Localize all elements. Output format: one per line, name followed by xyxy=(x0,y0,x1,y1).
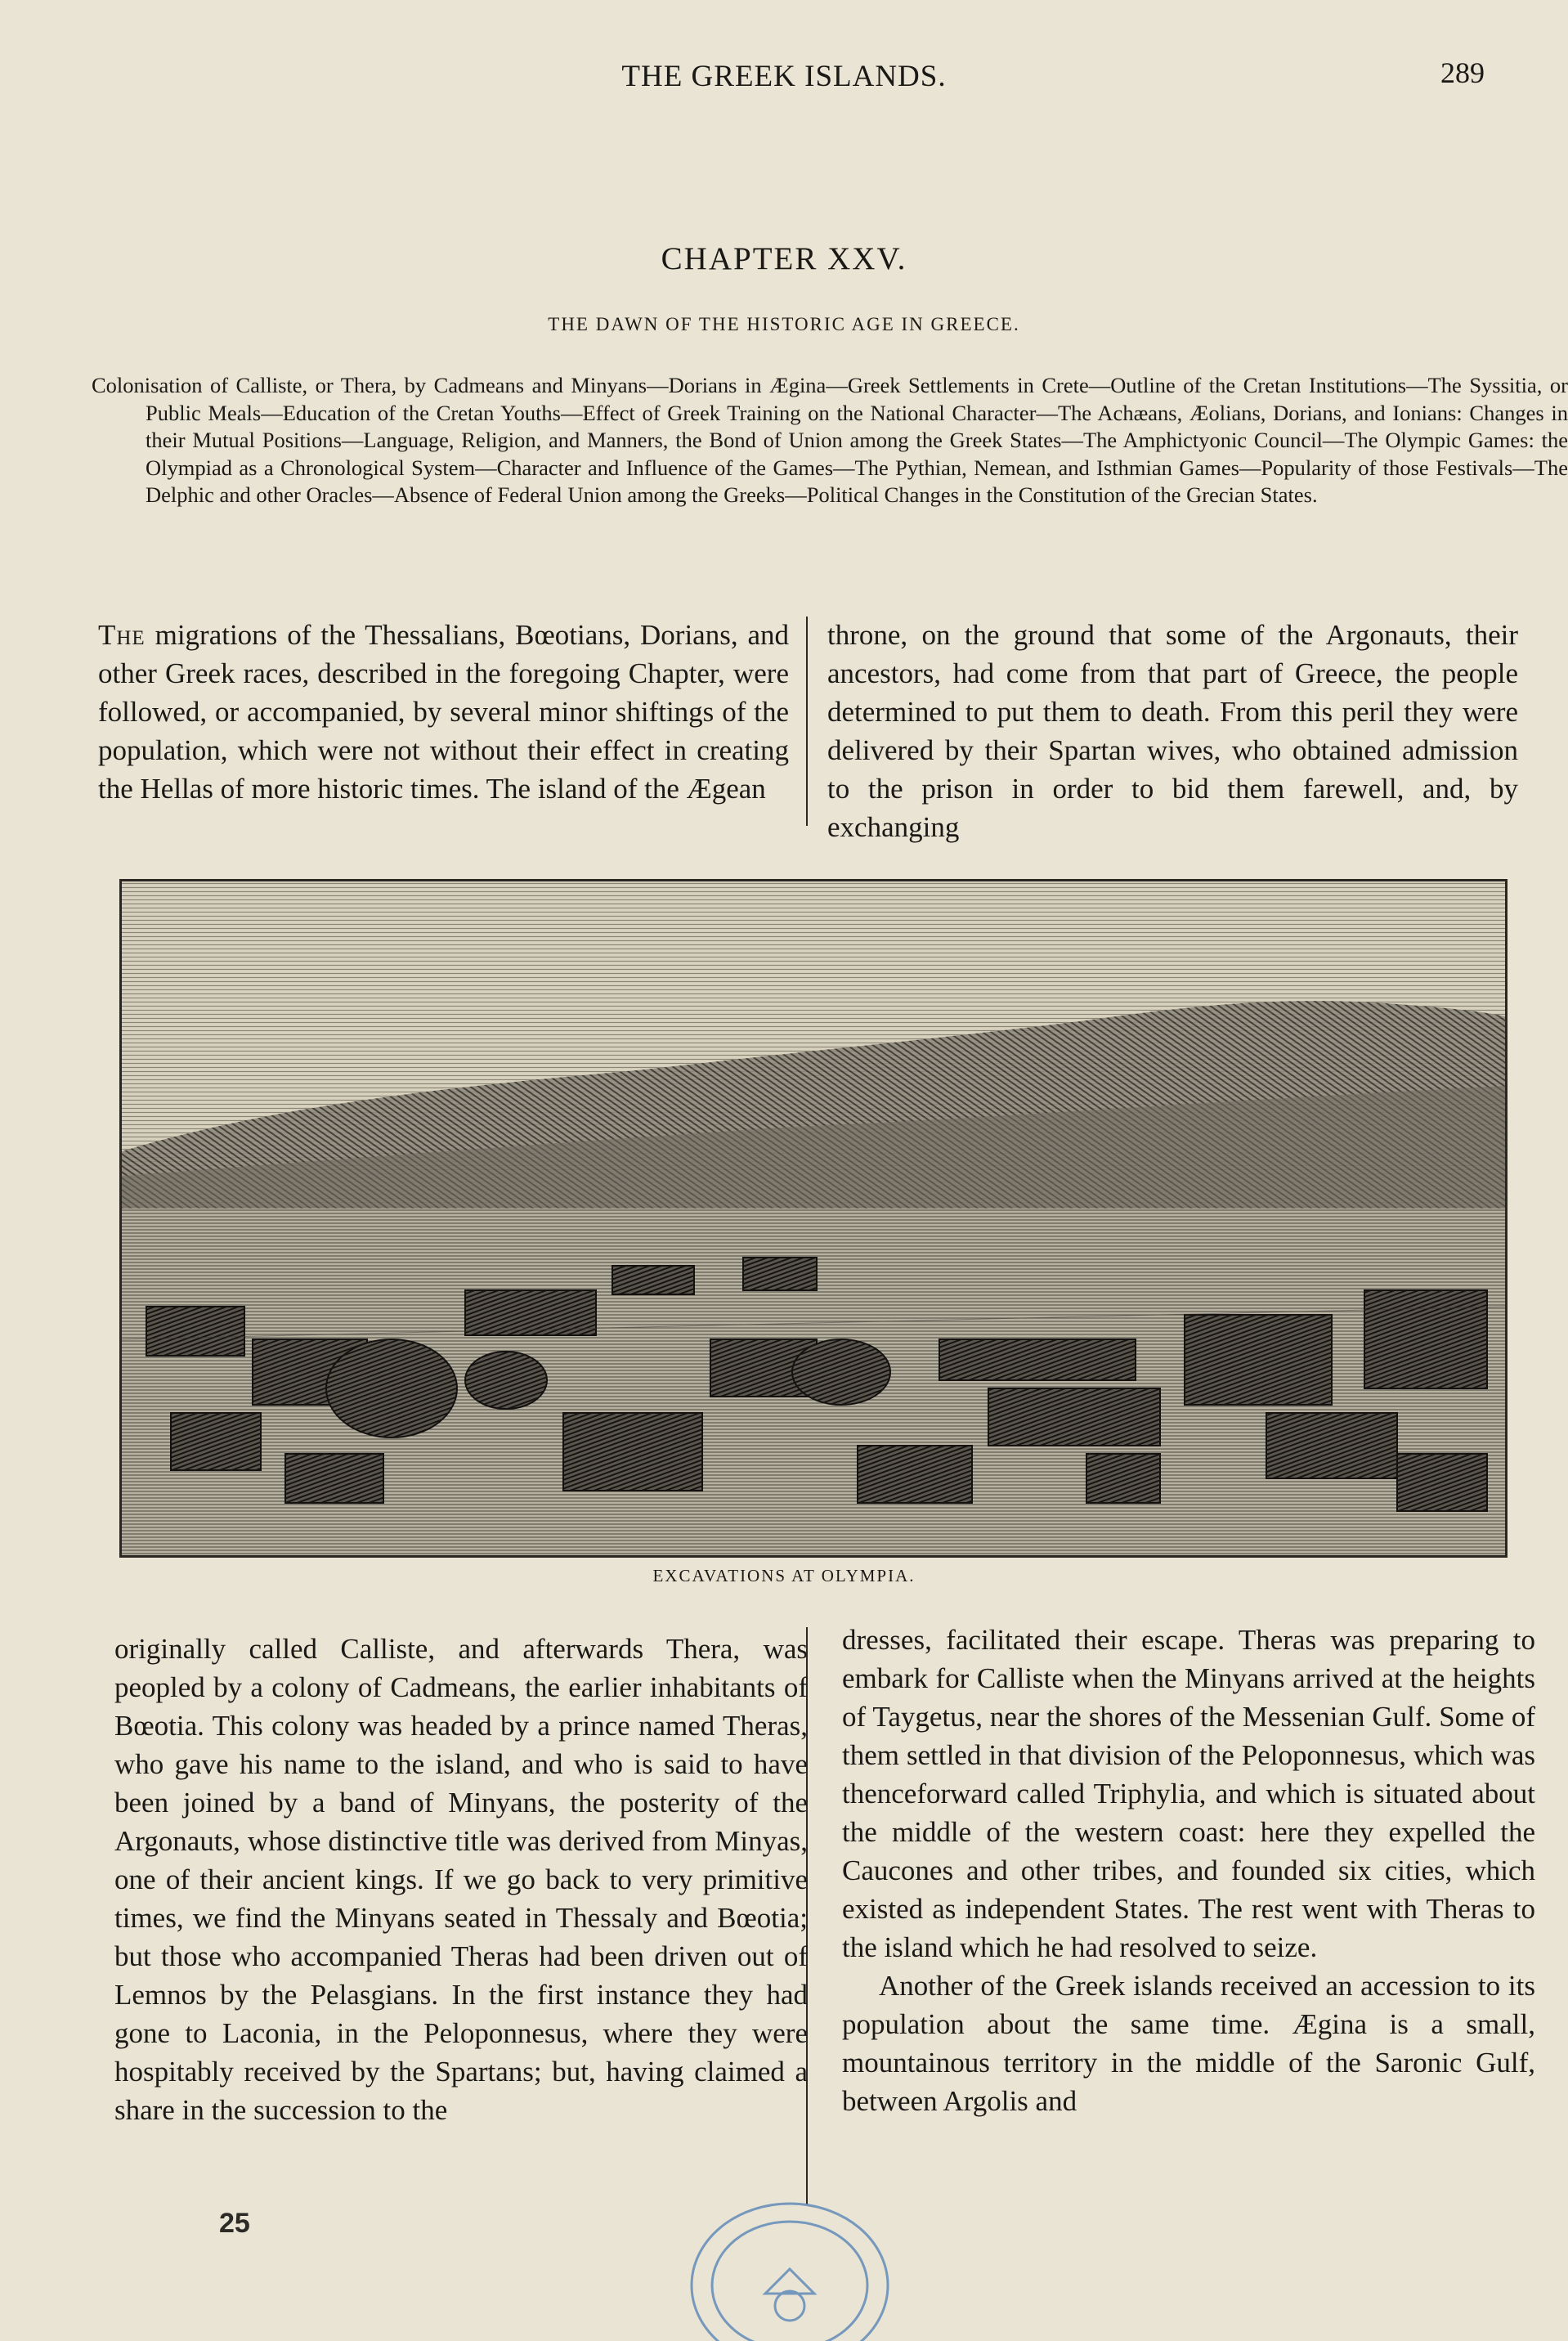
chapter-summary: Colonisation of Calliste, or Thera, by Cadmeans and Minyans—Dorians in Ægina—Greek Settlements in Crete—Outline of the Cretan Institutions—The Syssitia, or Public Meals—Education of the Cretan Youths—Effect of Greek Training on the National Character—The Achæans, Æolians, Dorians, and Ionians: Changes in their Mutual Positions—Language, Religion, and Manners, the Bond of Union among the Greek States—The Amphictyonic Council—The Olympic Games: the Olympiad as a Chronological System—Character and Influence of the Games—The Pythian, Nemean, and Isthmian Games—Popularity of those Festivals—The Delphic and other Oracles—Absence of Federal Union among the Greeks—Political Changes in the Constitution of the Grecian States. xyxy=(92,373,1568,508)
signature-mark: 25 xyxy=(219,2208,250,2239)
chapter-number: CHAPTER XXV. xyxy=(661,241,907,276)
figure-caption: EXCAVATIONS AT OLYMPIA. xyxy=(652,1566,916,1585)
column-1-text: migrations of the Thessalians, Bœotians, Dorians, and other Greek races, described in the foregoing Chapter, were followed, or accompanied, by several minor shiftings of the population, which were not without their effect in creating the Hellas of more historic times. The island of the Ægean xyxy=(98,619,789,805)
body-column-1 xyxy=(98,616,789,808)
chapter-title: THE DAWN OF THE HISTORIC AGE IN GREECE. xyxy=(548,314,1020,334)
running-title: THE GREEK ISLANDS. xyxy=(621,60,947,93)
library-stamp xyxy=(675,2195,904,2341)
body-column-4 xyxy=(842,1621,1535,2120)
body-column-3: originally called Calliste, and afterwards Thera, was peopled by a colony of Cadmeans, the earlier inhabitants of Bœotia. This colony was headed by a prince named Theras, who gave his name to the island, and who is said to have been joined by a band of Minyans, the posterity of the Argonauts, whose distinctive title was derived from Minyas, one of their ancient kings. If we go back to very primitive times, we find the Minyans seated in Thessaly and Bœotia; but those who accompanied Theras had been driven out of Lemnos by the Pelasgians. In the first instance they had gone to Laconia, in the Peloponnesus, where they were hospitably received by the Spartans; but, having claimed a share in the succession to the xyxy=(114,1633,808,2126)
paragraph-2-text: Another of the Greek islands received an accession to its population about the same time. Ægina is a small, mountainous territory in the middle of the Saronic Gulf, between Argolis and xyxy=(842,1970,1535,2117)
column-rule-top xyxy=(806,617,808,826)
engraving-illustration xyxy=(119,879,1508,1558)
paragraph-1: dresses, facilitated their escape. Theras was preparing to embark for Calliste when the Minyans arrived at the heights of Taygetus, near the shores of the Messenian Gulf. Some of them settled in that division of the Peloponnesus, which was thenceforward called Triphylia, and which is situated about the middle of the western coast: here they expelled the Caucones and other tribes, and founded six cities, which existed as independent States. The rest went with Theras to the island which he had resolved to seize. xyxy=(842,1624,1535,1963)
page-number: 289 xyxy=(1440,56,1485,89)
paragraph-2 xyxy=(842,1967,1535,2120)
ruins-engraving xyxy=(122,881,1505,1555)
body-column-2: throne, on the ground that some of the Argonauts, their ancestors, had come from that part of Greece, the people determined to put them to death. From this peril they were delivered by their Spartan wives, who obtained admission to the prison in order to bid them farewell, and, by exchanging xyxy=(827,619,1518,843)
opening-word: The xyxy=(98,619,146,651)
